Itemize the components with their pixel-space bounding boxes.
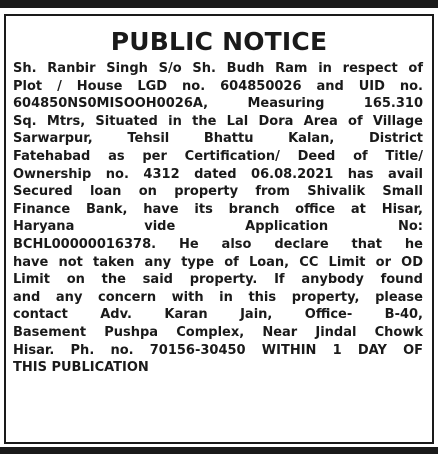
notice-line: Secured loan on property from Shivalik Small (13, 184, 423, 200)
notice-line: THIS PUBLICATION (13, 360, 149, 376)
notice-body (13, 60, 423, 377)
notice-line: Basement Pushpa Complex, Near Jindal Chowk (13, 324, 423, 340)
notice-line: Haryana vide Application No: (13, 219, 423, 235)
top-border-rule (0, 0, 438, 8)
notice-line: Hisar. Ph. no. 70156-30450 WITHIN 1 DAY OF (13, 342, 423, 358)
notice-line: Fatehabad as per Certification/ Deed of Title/ (13, 148, 423, 164)
notice-line: Limit on the said property. If anybody found (13, 272, 423, 288)
notice-line: 604850NS0MISOOH0026A, Measuring 165.310 (13, 96, 423, 112)
notice-line: and any concern with in this property, please (13, 289, 423, 305)
notice-line: Finance Bank, have its branch office at Hisar, (13, 201, 423, 217)
notice-line: Plot / House LGD no. 604850026 and UID no. (13, 78, 423, 94)
notice-line: Sq. Mtrs, Situated in the Lal Dora Area of Village (13, 113, 423, 129)
notice-title: PUBLIC NOTICE (110, 27, 328, 56)
notice-line: have not taken any type of Loan, CC Limit or OD (13, 254, 423, 270)
public-notice-box (4, 14, 434, 444)
notice-line: BCHL00000016378. He also declare that he (13, 236, 423, 252)
notice-line: Sarwarpur, Tehsil Bhattu Kalan, District (13, 131, 423, 147)
notice-line: Ownership no. 4312 dated 06.08.2021 has avail (13, 166, 423, 182)
bottom-border-rule (0, 447, 438, 454)
notice-line: contact Adv. Karan Jain, Office- B-40, (13, 307, 423, 323)
notice-line: Sh. Ranbir Singh S/o Sh. Budh Ram in respect of (13, 61, 423, 76)
